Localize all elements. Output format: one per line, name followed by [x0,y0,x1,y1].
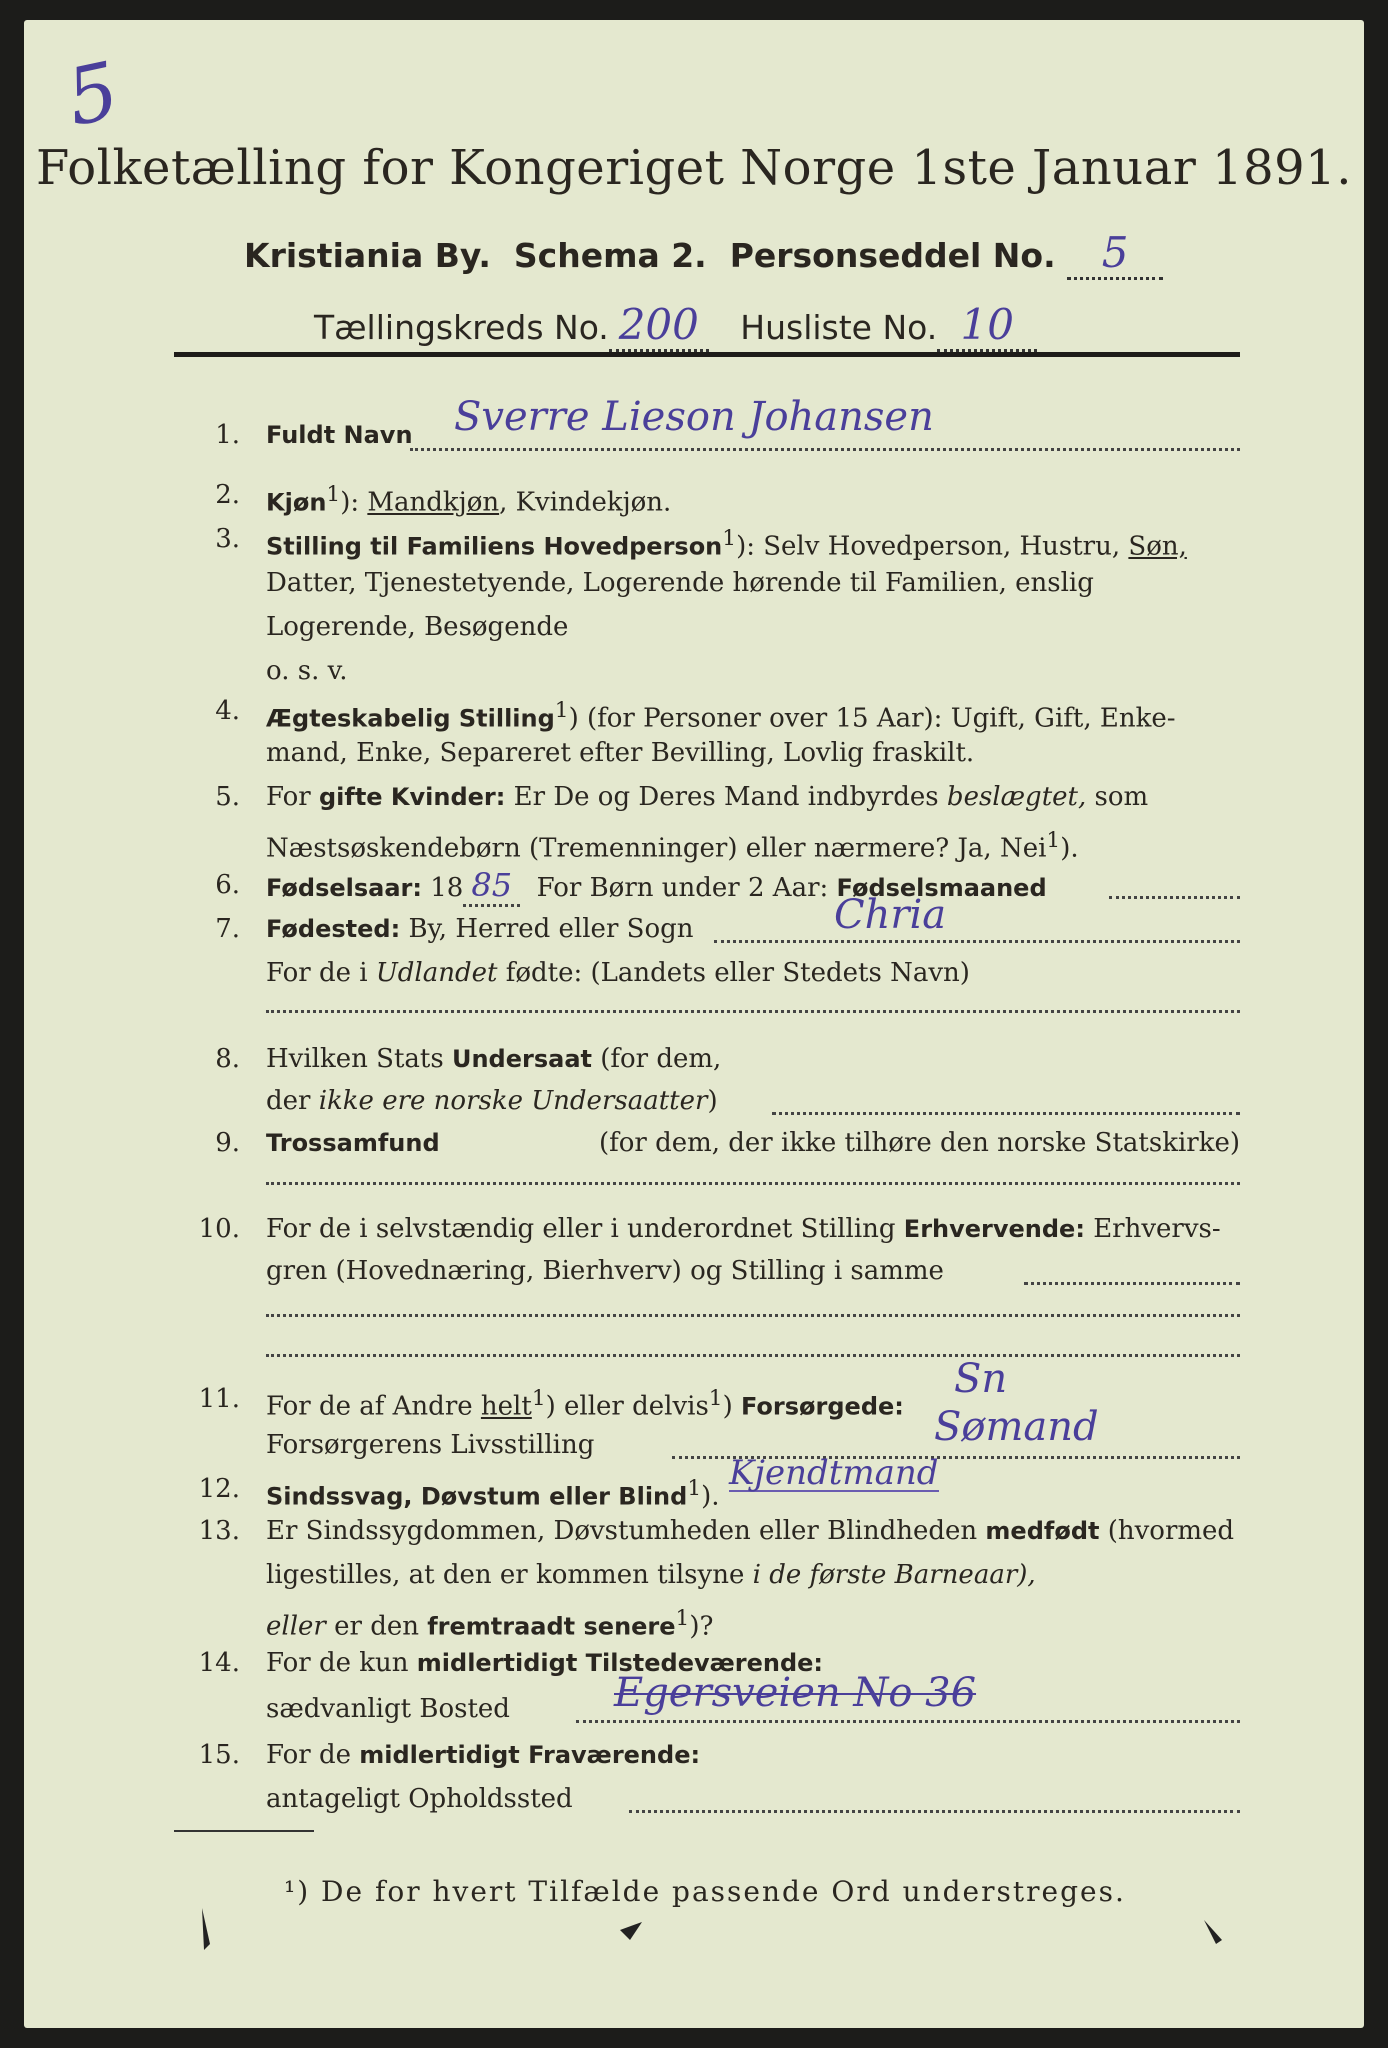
field-options: Logerende, Besøgende [266,612,569,642]
field-options: By, Herred eller Sogn [408,914,694,944]
field-italic: ikke ere norske Undersaatter [318,1086,708,1116]
field-label: medfødt [985,1517,1100,1545]
field-label: Fødselsaar: [266,874,422,902]
field-text [266,1212,1240,1246]
husliste-field [937,300,1037,352]
field-text: Næstsøskendebørn (Tremenninger) eller nærmere? Ja, Nei$^1$). [266,828,1079,864]
field-options: fødte: (Landets eller Stedets Navn) [505,958,970,988]
field-prefix: For de af Andre [266,1391,473,1422]
field-prefix: Hvilken Stats [266,1044,444,1074]
dotted-line [266,1182,1240,1185]
field-suffix: ). [701,1481,720,1512]
form-subheader-2 [314,300,1037,352]
field-text [266,522,1240,564]
field-options: mand, Enke, Separeret efter Bevilling, Lovlig fraskilt. [266,738,975,768]
field-italic: Udlandet [375,958,498,988]
footnote-ref: 1 [531,1386,546,1411]
dotted-line [1024,1282,1240,1285]
dotted-line [266,1354,1240,1357]
field-number: 4. [215,696,240,726]
field-options: antageligt Opholdssted [266,1784,573,1814]
dotted-line [266,1010,1240,1013]
field-label: Forsørgede: [741,1392,904,1421]
personseddel-field [1067,228,1163,280]
option-helt-underlined: helt [480,1391,532,1422]
header-rule [174,352,1240,357]
footnote-ref: 1 [708,1386,723,1411]
field-number: 5. [215,782,240,812]
field-options: er den [334,1611,419,1642]
field-label: midlertidigt Fraværende: [359,1741,701,1769]
disability-value: Kjendtmand [729,1453,939,1493]
field-italic: i de første Barneaar), [752,1560,1036,1590]
field-options: o. s. v. [266,656,348,686]
footnote-ref: 1 [687,1476,702,1501]
field-label: Erhvervende: [903,1215,1085,1243]
field-prefix: For [266,782,311,812]
field-number: 3. [215,524,240,554]
field-label: Sindssvag, Døvstum eller Blind [266,1482,688,1511]
field-number: 11. [198,1384,240,1414]
birth-year-value: 85 [463,866,520,907]
supported-value: Sn [954,1356,1008,1402]
dotted-line [714,940,1240,943]
personseddel-label: Personseddel No. [729,236,1056,275]
field-text [266,868,1240,905]
dotted-line [629,1810,1240,1813]
footnote-ref: 1 [722,526,737,551]
provider-occupation-value: Sømand [934,1404,1099,1450]
footnote-ref: 1 [1046,828,1061,853]
census-form-sheet [24,20,1364,2028]
field-text [266,1042,1240,1076]
field-options: ): Selv Hovedperson, Hustru, [736,531,1121,562]
field-options: (for dem, [600,1044,722,1074]
ink-marks [174,1900,1274,1960]
dotted-line [1109,896,1240,899]
field-question: Næstsøskendebørn (Tremenninger) eller nærmere? Ja, Nei [266,833,1047,864]
field-prefix: Er Sindssygdommen, Døvstumheden eller Blindheden [266,1516,978,1546]
field-text-mid: For Børn under 2 Aar: [536,873,829,903]
city-label: Kristiania By. [244,236,491,275]
field-prefix: der [266,1086,311,1116]
field-options: ) (for Personer over 15 Aar): Ugift, Gift, Enke- [568,703,1176,734]
field-text [266,780,1240,814]
field-label: fremtraadt senere [427,1612,676,1641]
husliste-value: 10 [960,300,1014,349]
field-number: 7. [215,914,240,944]
dotted-line [410,448,1240,451]
field-label: Undersaat [451,1045,592,1073]
field-options: Datter, Tjenestetyende, Logerende hørende til Familien, enslig [266,568,1094,598]
field-number: 12. [198,1474,240,1504]
field-number: 1. [215,420,240,450]
sex-option-female: , Kvindekjøn. [499,487,672,518]
field-text [266,478,1240,520]
form-title: Folketælling for Kongeriget Norge 1ste Januar 1891. [36,140,1352,196]
sex-option-male: Mandkjøn [367,487,500,518]
year-prefix: 18 [430,873,464,903]
field-number: 9. [215,1128,240,1158]
field-question-end: som [1094,782,1149,812]
field-text: For de af Andre helt$^1$) eller delvis$^1$) Forsørgede: [266,1386,904,1422]
field-number: 13. [198,1516,240,1546]
schema-label: Schema 2. [513,236,707,275]
field-prefix: For de i selvstændig eller i underordnet Stilling [266,1214,896,1244]
field-prefix: For de kun [266,1648,409,1678]
field-prefix: For de [266,1740,351,1770]
field-number: 2. [215,480,240,510]
form-subheader [244,228,1163,280]
field-prefix: For de i [266,958,368,988]
field-label: Fødested: [266,915,401,943]
footnote: ¹) De for hvert Tilfælde passende Ord understreges. [284,1875,1126,1908]
footnote-ref: 1 [326,482,341,507]
ink-mark-center [620,1922,642,1940]
field-number: 10. [198,1214,240,1244]
separator: ): [340,487,360,518]
field-options: (for dem, der ikke tilhøre den norske Statskirke) [598,1128,1240,1158]
field-label-2: Fødselsmaaned [836,874,1047,902]
field-label: Fuldt Navn [266,421,413,449]
field-label: Kjøn [266,488,327,517]
taellingskreds-value: 200 [618,300,699,349]
field-text [266,694,1240,736]
field-text [266,1738,1240,1772]
field-label: Trossamfund [266,1129,440,1157]
field-label: Ægteskabelig Stilling [266,704,555,733]
footnote-ref: 1 [554,698,569,723]
field-suffix: Erhvervs- [1093,1214,1221,1244]
taellingskreds-label: Tællingskreds No. [314,308,609,347]
field-options: sædvanligt Bosted [266,1694,510,1724]
birthplace-value: Chria [834,892,947,938]
field-suffix: ) [707,1086,718,1116]
name-value: Sverre Lieson Johansen [454,394,934,440]
footnote-ref: 1 [675,1606,690,1631]
footnote-rule [174,1830,314,1832]
field-text [266,1558,1240,1592]
field-text [266,1602,1240,1644]
field-label: Stilling til Familiens Hovedperson [266,532,723,561]
husliste-label: Husliste No. [740,308,938,347]
field-italic: eller [266,1611,326,1642]
field-options: Forsørgerens Livsstilling [266,1430,595,1460]
field-number: 8. [215,1044,240,1074]
ink-mark-left [202,1908,210,1950]
field-suffix: )? [689,1611,714,1642]
field-question: Er De og Deres Mand indbyrdes [513,782,939,812]
usual-residence-value-struck: Egersveien No 36 [614,1670,977,1716]
field-text [266,956,1240,990]
field-options: ligestilles, at den er kommen tilsyne [266,1560,745,1590]
field-options: ) eller delvis [545,1391,709,1422]
ink-mark-right [1204,1920,1222,1944]
dotted-line [772,1112,1240,1115]
dotted-line [576,1720,1240,1723]
dotted-line [266,1314,1240,1317]
taellingskreds-field [609,300,709,352]
field-options: gren (Hovednæring, Bierhverv) og Stilling i samme [266,1256,944,1286]
field-text [266,1126,1240,1160]
field-number: 6. [215,870,240,900]
field-number: 14. [198,1648,240,1678]
field-text [266,1514,1240,1548]
field-label: gifte Kvinder: [318,783,506,811]
field-label: midlertidigt Tilstedeværende: [416,1649,824,1677]
personseddel-value: 5 [1101,228,1129,277]
field-number: 15. [198,1740,240,1770]
field-italic: beslægtet, [946,782,1087,812]
field-suffix: (hvormed [1107,1516,1235,1546]
option-son-underlined: Søn, [1128,531,1187,562]
corner-note: 5 [59,45,127,145]
